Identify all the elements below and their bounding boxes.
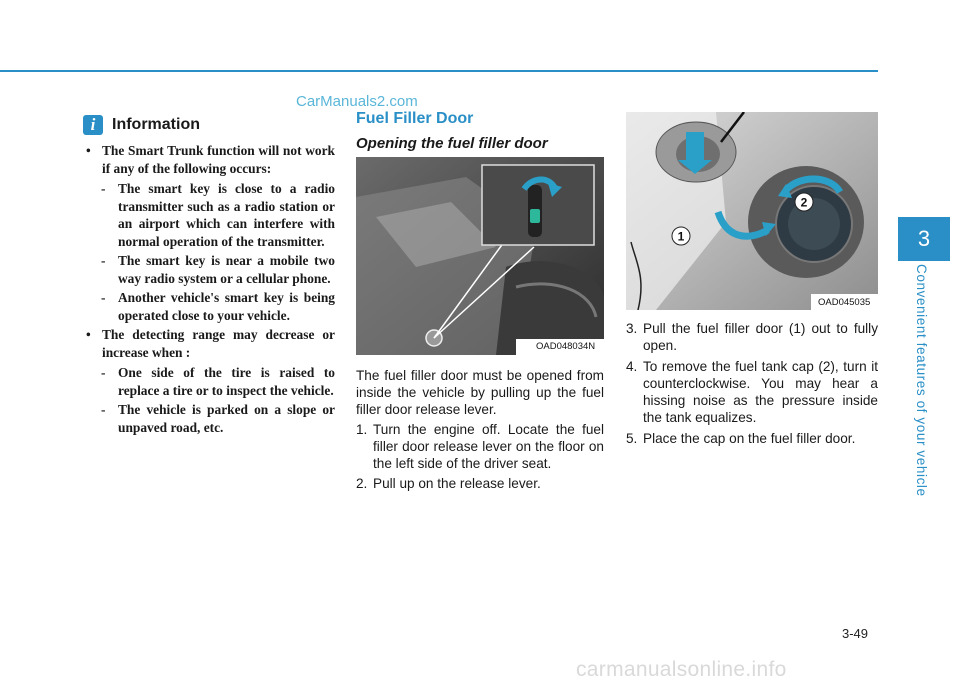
step-item: 4. To remove the fuel tank cap (2), turn it counterclockwise. You may hear a hissing noise as the pressure inside the tank equalizes. (626, 359, 878, 425)
info-bullet: • The detecting range may decrease or increase when : (83, 326, 335, 361)
step-item: 1. Turn the engine off. Locate the fuel filler door release lever on the floor on the left side of the driver seat. (356, 422, 604, 471)
step-item: 5. Place the cap on the fuel filler door. (626, 431, 856, 446)
info-sub-item: - Another vehicle's smart key is being operated close to your vehicle. (101, 290, 335, 323)
fuel-cap-illustration (626, 112, 878, 310)
callout-1: 1 (677, 229, 685, 244)
watermark-bottom[interactable]: carmanualsonline.info (576, 658, 787, 681)
callout-2: 2 (800, 195, 808, 210)
section-subtitle: Opening the fuel filler door (356, 135, 548, 152)
instructions-left (356, 367, 604, 492)
section-title: Fuel Filler Door (356, 110, 474, 127)
release-lever-illustration (356, 157, 604, 355)
info-sub-item: - The smart key is near a mobile two way radio system or a cellular phone. (101, 253, 335, 286)
image2-caption: OAD045035 (818, 297, 871, 308)
info-bullet: • The Smart Trunk function will not work if any of the following occurs: (83, 142, 335, 177)
step-item: 3. Pull the fuel filler door (1) out to fully open. (626, 321, 878, 353)
chapter-tab-number: 3 (898, 217, 950, 261)
info-heading (83, 115, 200, 135)
header-rule (0, 70, 878, 72)
instructions-right (626, 316, 878, 449)
step-item: 2. Pull up on the release lever. (356, 476, 541, 491)
info-icon: i (83, 115, 103, 135)
info-sub-item: - The vehicle is parked on a slope or unpaved road, etc. (101, 402, 335, 435)
watermark-top[interactable]: CarManuals2.com (296, 93, 418, 110)
intro-paragraph: The fuel filler door must be opened from inside the vehicle by pulling up the fuel filler door release lever. (356, 368, 604, 417)
chapter-tab-label: Convenient features of your vehicle (914, 264, 929, 497)
page-number: 3-49 (842, 626, 869, 641)
info-body (83, 142, 335, 438)
image1-caption: OAD048034N (536, 341, 596, 352)
info-title: Information (112, 116, 200, 133)
info-sub-item: - The smart key is close to a radio transmitter such as a radio station or an airport which can interfere with normal operation of the transmitter. (101, 181, 335, 249)
info-sub-item: - One side of the tire is raised to replace a tire or to inspect the vehicle. (101, 365, 335, 398)
